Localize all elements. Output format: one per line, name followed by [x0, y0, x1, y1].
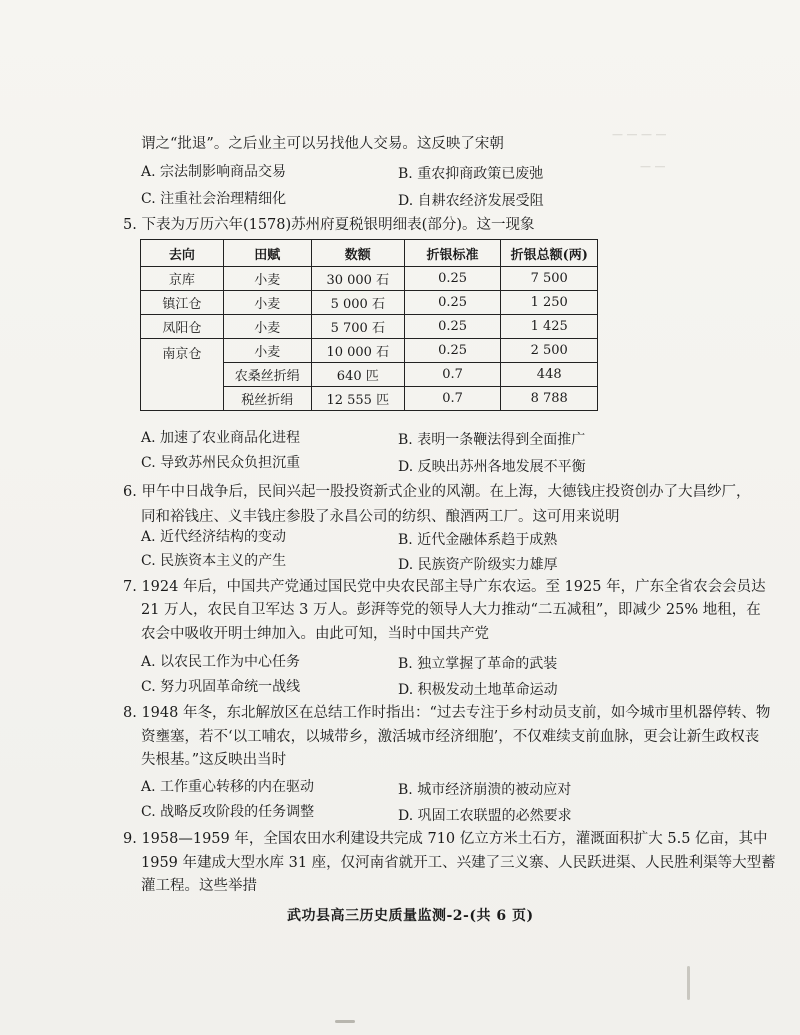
q4-option-d[interactable]: D. 自耕农经济发展受阻 — [398, 193, 544, 209]
q8-option-c[interactable]: C. 战略反攻阶段的任务调整 — [141, 804, 315, 820]
table-cell: 0.25 — [404, 267, 501, 291]
table-cell: 2 500 — [501, 339, 598, 363]
table-cell: 0.7 — [404, 387, 501, 411]
q5-option-b[interactable]: B. 表明一条鞭法得到全面推广 — [398, 432, 586, 448]
q8-option-d[interactable]: D. 巩固工农联盟的必然要求 — [398, 808, 572, 824]
table-cell: 8 788 — [501, 387, 598, 411]
table-cell: 小麦 — [223, 267, 311, 291]
tax-table-header: 田赋 — [223, 240, 311, 267]
table-cell: 12 555 匹 — [311, 387, 404, 411]
q9-stem-line: 1959 年建成大型水库 31 座，仅河南省就开工、兴建了三义寨、人民跃进渠、人民胜利渠等大型蓄 — [141, 855, 776, 871]
table-cell: 0.25 — [404, 315, 501, 339]
table-cell: 5 700 石 — [311, 315, 404, 339]
q4-option-c[interactable]: C. 注重社会治理精细化 — [141, 191, 287, 207]
bleed-through-mark: — — — — — [612, 128, 667, 141]
q9-stem-line: 灌工程。这些举措 — [141, 878, 257, 894]
table-cell: 0.25 — [404, 339, 501, 363]
q6-option-c[interactable]: C. 民族资本主义的产生 — [141, 553, 287, 569]
table-row — [141, 315, 598, 339]
q4-option-b[interactable]: B. 重农抑商政策已废弛 — [398, 166, 544, 182]
table-cell: 镇江仓 — [141, 291, 224, 315]
table-cell: 5 000 石 — [311, 291, 404, 315]
q6-option-b[interactable]: B. 近代金融体系趋于成熟 — [398, 532, 558, 548]
table-row — [141, 267, 598, 291]
tax-table — [140, 239, 598, 411]
scan-artifact — [335, 1020, 355, 1023]
q8-stem-line: 失根基。”这反映出当时 — [141, 752, 287, 768]
q5-option-c[interactable]: C. 导致苏州民众负担沉重 — [141, 455, 301, 471]
table-cell: 7 500 — [501, 267, 598, 291]
table-cell: 南京仓 — [141, 339, 224, 411]
page-footer: 武功县高三历史质量监测-2-(共 6 页) — [287, 908, 534, 924]
q9-stem-line: 9. 1958—1959 年，全国农田水利建设共完成 710 亿立方米土石方，灌溉面积扩大 5.5 亿亩，其中 — [123, 831, 768, 847]
q7-stem-line: 7. 1924 年后，中国共产党通过国民党中央农民部主导广东农运。至 1925 年，广东全省农会会员达 — [123, 579, 766, 595]
tax-table-header: 去向 — [141, 240, 224, 267]
q6-stem-line: 同和裕钱庄、义丰钱庄参股了永昌公司的纺织、酿酒两工厂。这可用来说明 — [141, 509, 620, 525]
q8-option-b[interactable]: B. 城市经济崩溃的被动应对 — [398, 782, 572, 798]
q8-option-a[interactable]: A. 工作重心转移的内在驱动 — [141, 779, 315, 795]
q7-option-b[interactable]: B. 独立掌握了革命的武装 — [398, 656, 558, 672]
table-cell: 小麦 — [223, 339, 311, 363]
scan-artifact — [687, 966, 690, 1000]
table-cell: 凤阳仓 — [141, 315, 224, 339]
q8-stem-line: 资壅塞，若不‘以工哺农，以城带乡，激活城市经济细胞’，不仅难续支前血脉，更会让新生政权丧 — [141, 729, 760, 745]
q7-option-c[interactable]: C. 努力巩固革命统一战线 — [141, 679, 301, 695]
table-cell: 10 000 石 — [311, 339, 404, 363]
tax-table-header-row — [141, 240, 598, 267]
q6-option-d[interactable]: D. 民族资产阶级实力雄厚 — [398, 557, 558, 573]
tax-table-header: 折银标准 — [404, 240, 501, 267]
bleed-through-mark: — — — [640, 160, 666, 173]
q5-option-d[interactable]: D. 反映出苏州各地发展不平衡 — [398, 459, 586, 475]
table-cell: 小麦 — [223, 291, 311, 315]
table-cell: 1 250 — [501, 291, 598, 315]
q8-stem-line: 8. 1948 年冬，东北解放区在总结工作时指出：“过去专注于乡村动员支前，如今城市里机器停转、物 — [123, 705, 771, 721]
table-cell: 小麦 — [223, 315, 311, 339]
table-cell: 30 000 石 — [311, 267, 404, 291]
table-cell: 448 — [501, 363, 598, 387]
tax-table-header: 折银总额(两) — [501, 240, 598, 267]
q4-stem: 谓之“批退”。之后业主可以另找他人交易。这反映了宋朝 — [141, 136, 504, 152]
table-row — [141, 339, 598, 363]
table-cell: 农桑丝折绢 — [223, 363, 311, 387]
q7-option-d[interactable]: D. 积极发动土地革命运动 — [398, 682, 558, 698]
q6-stem-line: 6. 甲午中日战争后，民间兴起一股投资新式企业的风潮。在上海，大德钱庄投资创办了大昌纱厂， — [123, 484, 751, 500]
table-cell: 1 425 — [501, 315, 598, 339]
q7-stem-line: 21 万人，农民自卫军达 3 万人。彭湃等党的领导人大力推动“二五减租”，即减少 25% 地租，在 — [141, 602, 761, 618]
q4-option-a[interactable]: A. 宗法制影响商品交易 — [141, 164, 287, 180]
q5-stem: 5. 下表为万历六年(1578)苏州府夏税银明细表(部分)。这一现象 — [123, 217, 535, 233]
q7-stem-line: 农会中吸收开明士绅加入。由此可知，当时中国共产党 — [141, 626, 489, 642]
q5-option-a[interactable]: A. 加速了农业商品化进程 — [141, 430, 301, 446]
tax-table-header: 数额 — [311, 240, 404, 267]
table-cell: 640 匹 — [311, 363, 404, 387]
table-cell: 0.25 — [404, 291, 501, 315]
q7-option-a[interactable]: A. 以农民工作为中心任务 — [141, 654, 301, 670]
table-cell: 0.7 — [404, 363, 501, 387]
q6-option-a[interactable]: A. 近代经济结构的变动 — [141, 529, 287, 545]
table-cell: 税丝折绢 — [223, 387, 311, 411]
table-cell: 京库 — [141, 267, 224, 291]
table-row — [141, 291, 598, 315]
